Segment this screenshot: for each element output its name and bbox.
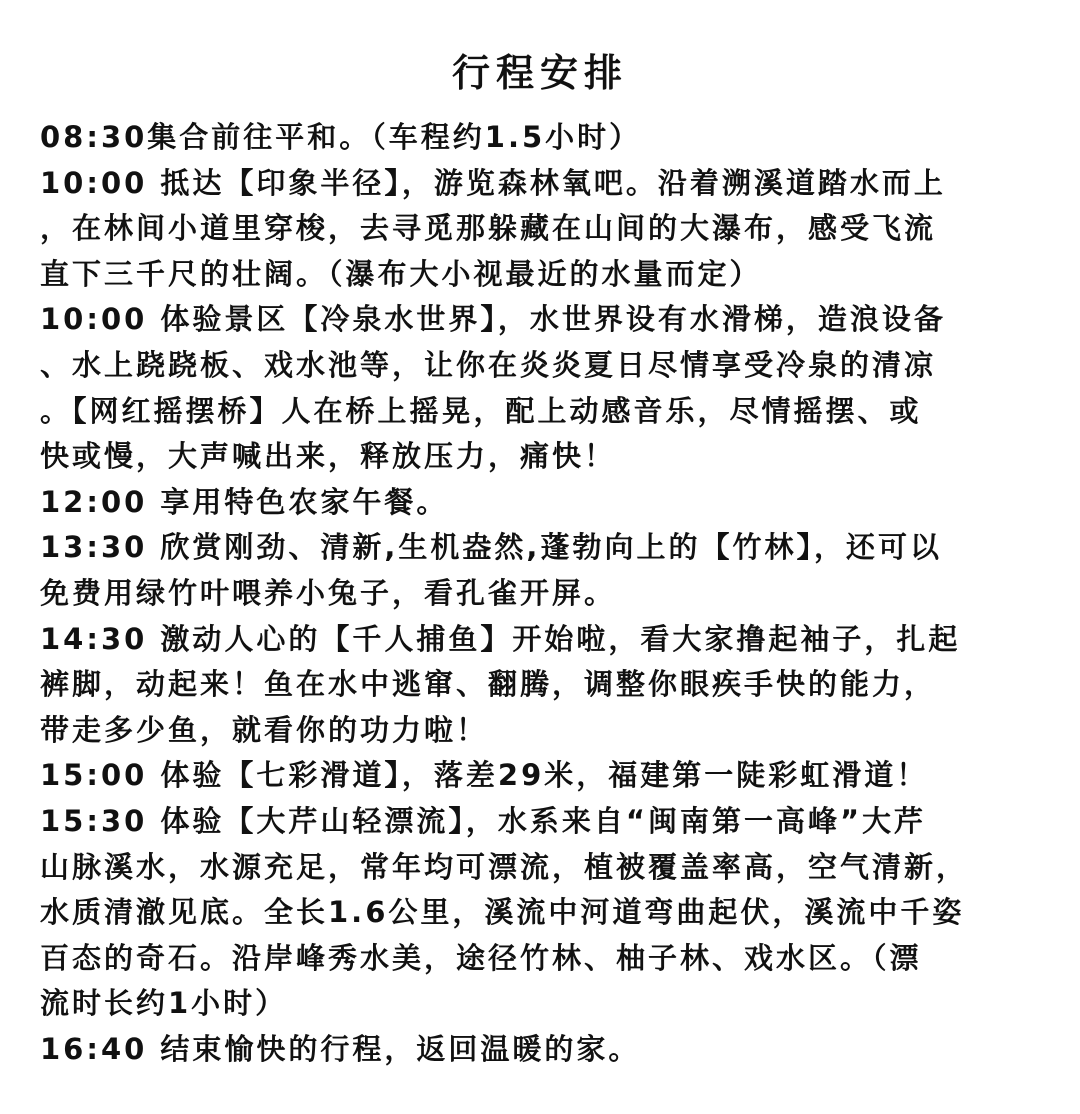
text-line: 15:30 体验【大芹山轻漂流】，水系来自“闽南第一高峰”大芹	[40, 803, 927, 838]
itinerary-text	[40, 115, 1060, 1072]
page-title: 行程安排	[451, 51, 628, 95]
text-line: 、水上跷跷板、戏水池等，让你在炎炎夏日尽情享受冷泉的清凉	[40, 347, 937, 382]
text-line: 10:00 体验景区【冷泉水世界】，水世界设有水滑梯，造浪设备	[40, 302, 946, 337]
text-line: 08:30集合前往平和。（车程约1.5小时）	[40, 120, 642, 154]
text-line: 快或慢，大声喊出来，释放压力，痛快！	[40, 439, 617, 474]
text-line: 10:00 抵达【印象半径】，游览森林氧吧。沿着溯溪道踏水而上	[40, 165, 946, 200]
text-line: 水质清澈见底。全长1.6公里，溪流中河道弯曲起伏，溪流中千姿	[40, 895, 965, 930]
text-line: ，在林间小道里穿梭，去寻觅那躲藏在山间的大瀑布，感受飞流	[40, 211, 937, 246]
text-line: 15:00 体验【七彩滑道】，落差29米，福建第一陡彩虹滑道！	[40, 758, 929, 793]
text-line: 山脉溪水，水源充足，常年均可漂流，植被覆盖率高，空气清新，	[40, 849, 969, 884]
text-line: 。【网红摇摆桥】人在桥上摇晃，配上动感音乐，尽情摇摆、或	[40, 393, 922, 428]
text-line: 免费用绿竹叶喂养小兔子，看孔雀开屏。	[40, 575, 617, 610]
text-line: 裤脚，动起来！鱼在水中逃窜、翻腾，调整你眼疾手快的能力，	[40, 667, 937, 702]
text-line: 带走多少鱼，就看你的功力啦！	[40, 712, 489, 747]
text-line: 12:00 享用特色农家午餐。	[40, 484, 449, 519]
text-line: 13:30 欣赏刚劲、清新,生机盎然,蓬勃向上的【竹林】，还可以	[40, 530, 942, 565]
text-line: 14:30 激动人心的【千人捕鱼】开始啦，看大家撸起袖子，扎起	[40, 621, 961, 656]
text-line: 直下三千尺的壮阔。（瀑布大小视最近的水量而定）	[40, 256, 762, 291]
text-line: 百态的奇石。沿岸峰秀水美，途径竹林、柚子林、戏水区。（漂	[40, 940, 922, 975]
text-line: 16:40 结束愉快的行程，返回温暖的家。	[40, 1031, 641, 1066]
text-line: 流时长约1小时）	[40, 986, 288, 1021]
